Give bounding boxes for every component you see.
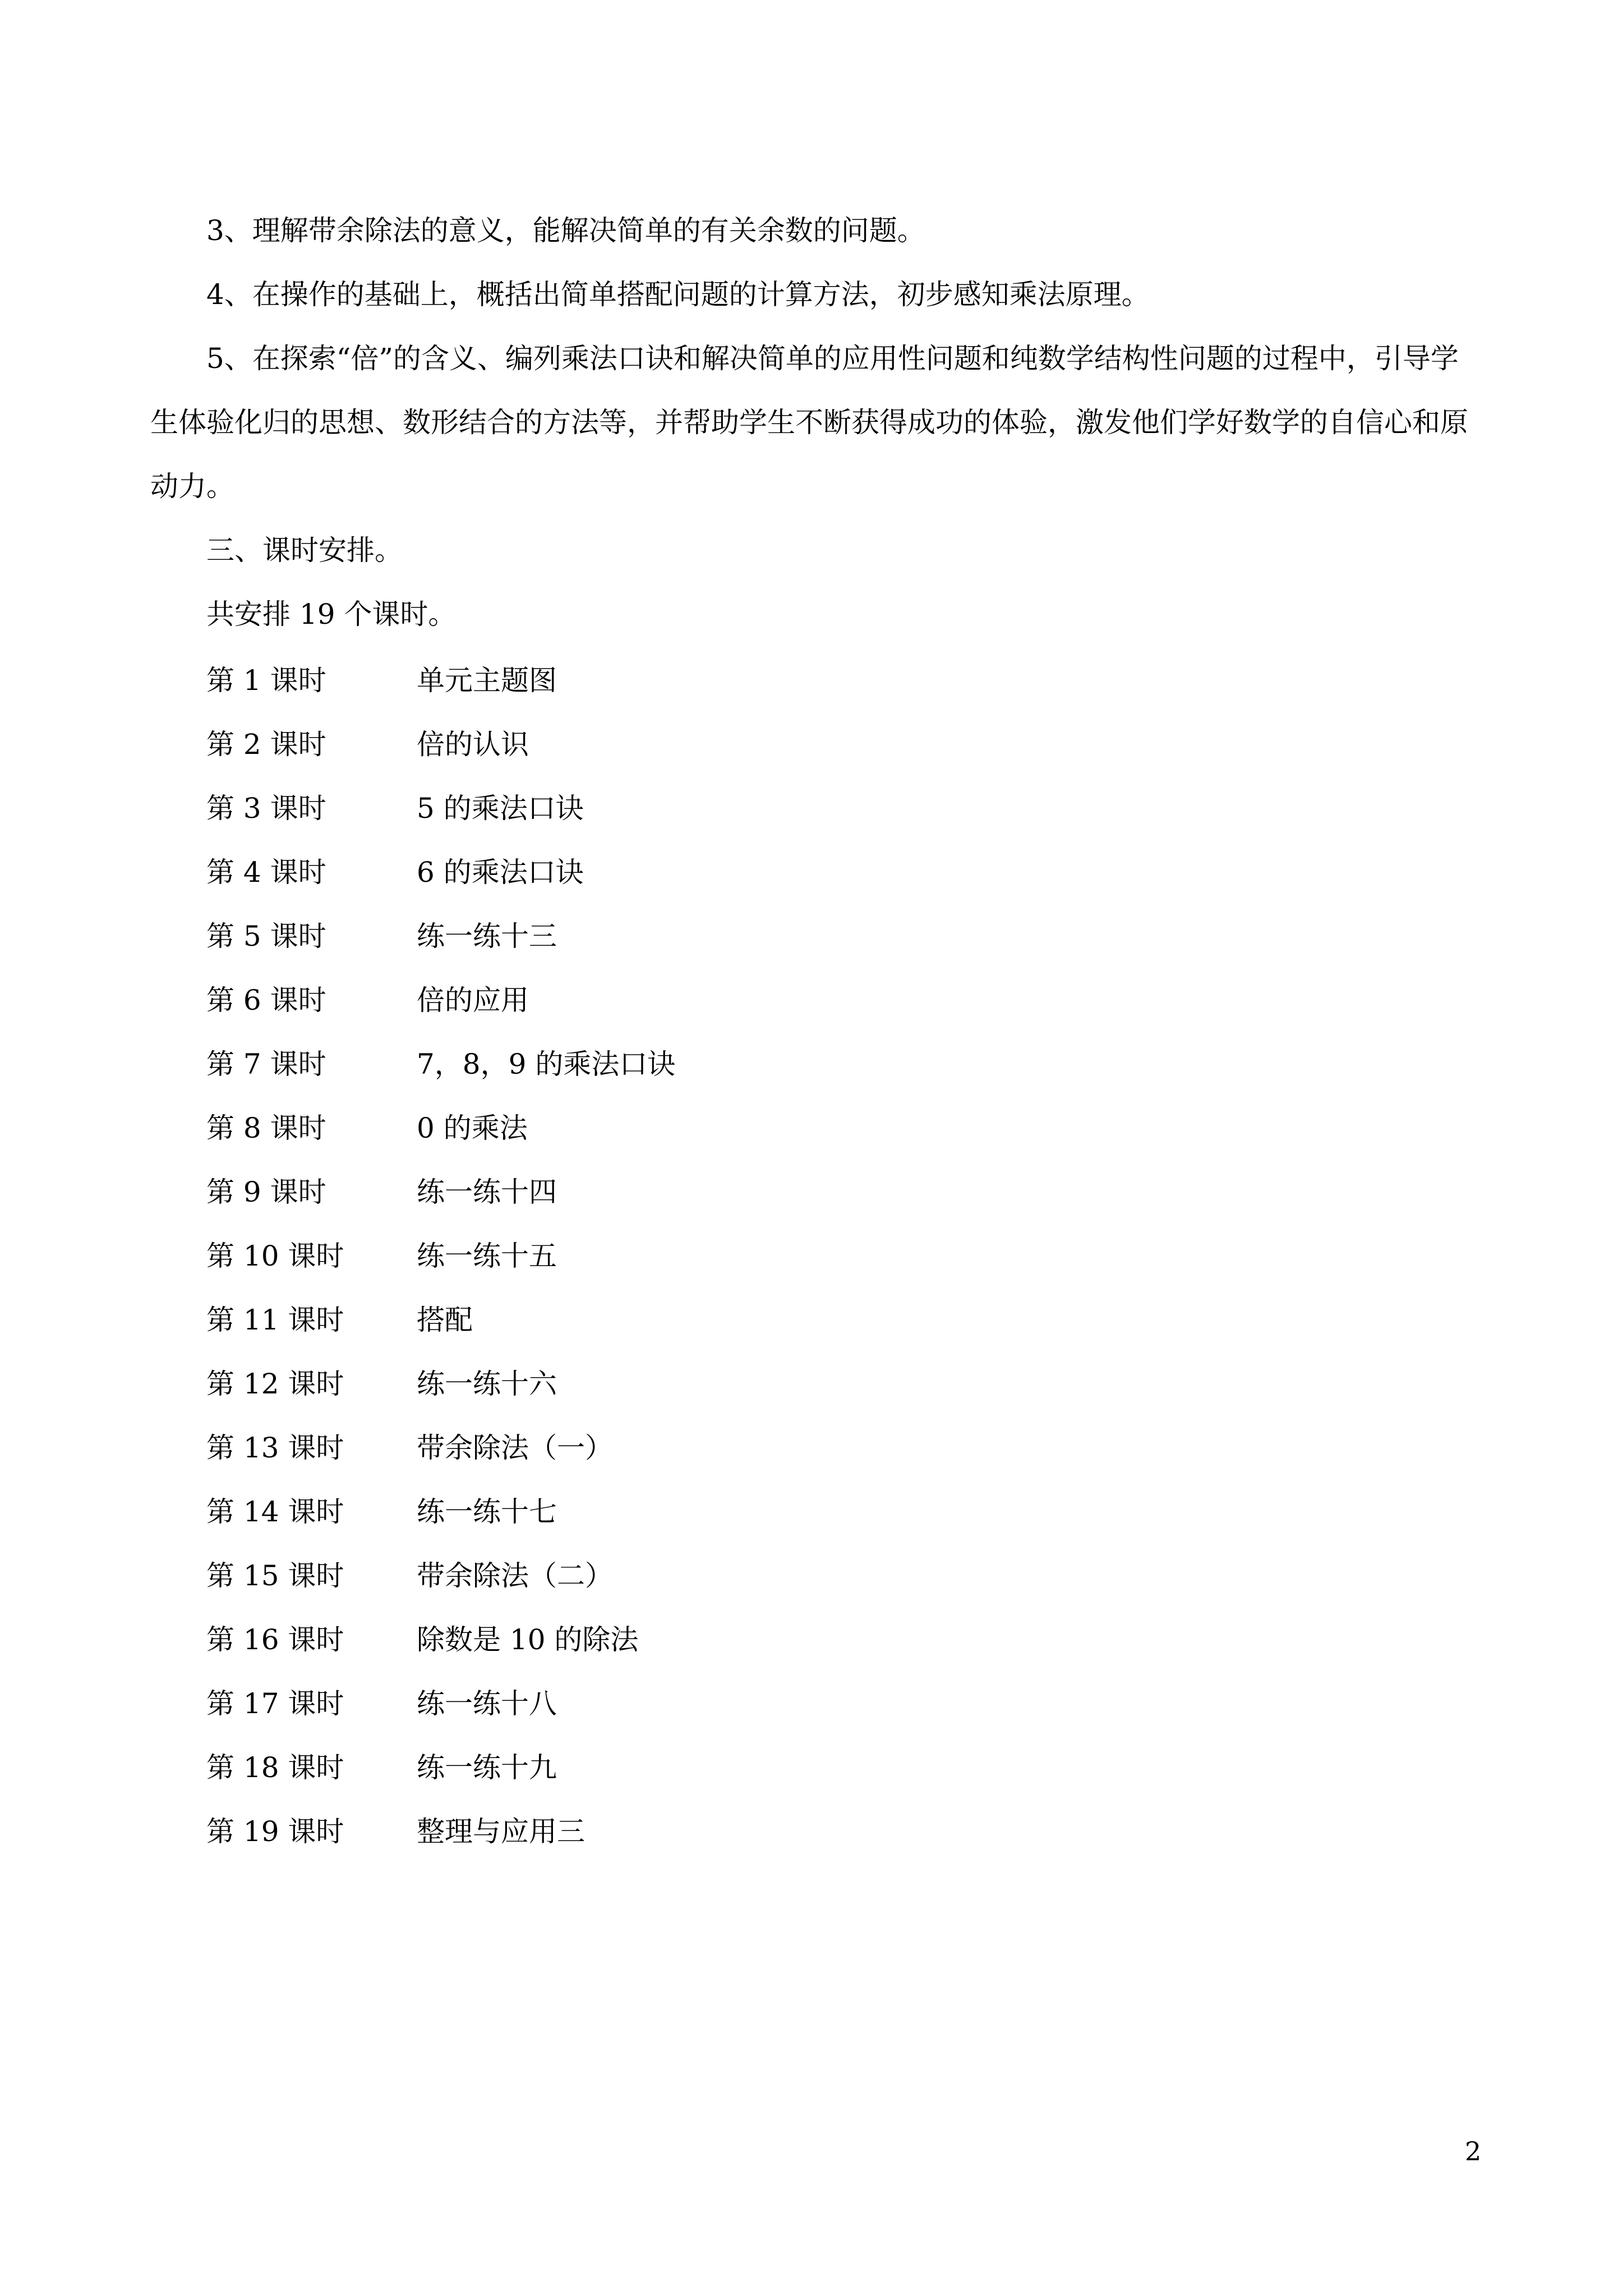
lesson-number: 第 1 课时 (206, 664, 326, 697)
lesson-topic: 练一练十六 (417, 1368, 557, 1400)
lesson-number: 第 18 课时 (206, 1751, 344, 1784)
objective-5: 5、在探索“倍”的含义、编列乘法口诀和解决简单的应用性问题和纯数学结构性问题的过程中，引导学生体验化归的思想、数形结合的方法等，并帮助学生不断获得成功的体验，激发他们学好数学的自信心和原动力。 (150, 342, 1468, 503)
lesson-topic: 带余除法（二） (417, 1559, 613, 1592)
schedule-row (206, 646, 675, 710)
lesson-number: 第 9 课时 (206, 1176, 326, 1208)
schedule-row (206, 1797, 675, 1861)
schedule-row (206, 1478, 675, 1542)
section-heading: 三、课时安排。 (206, 534, 403, 567)
lesson-topic: 6 的乘法口诀 (417, 856, 584, 889)
lesson-number: 第 5 课时 (206, 920, 326, 953)
lesson-number: 第 11 课时 (206, 1304, 344, 1336)
lesson-number: 第 15 课时 (206, 1559, 344, 1592)
lesson-topic: 倍的应用 (417, 984, 529, 1016)
lesson-number: 第 4 课时 (206, 856, 326, 889)
lesson-topic: 单元主题图 (417, 664, 557, 697)
lesson-number: 第 19 课时 (206, 1815, 344, 1848)
schedule-row (206, 1030, 675, 1094)
schedule-row (206, 1094, 675, 1158)
lesson-topic: 搭配 (417, 1304, 473, 1336)
lesson-number: 第 14 课时 (206, 1496, 344, 1528)
lesson-topic: 除数是 10 的除法 (417, 1623, 639, 1656)
schedule-row (206, 1542, 675, 1605)
schedule-row (206, 902, 675, 966)
lesson-topic: 练一练十八 (417, 1687, 557, 1720)
lesson-number: 第 2 课时 (206, 728, 326, 761)
schedule-row (206, 838, 675, 902)
schedule-row (206, 1669, 675, 1733)
lesson-topic: 练一练十九 (417, 1751, 557, 1784)
schedule-row (206, 1414, 675, 1478)
schedule-row (206, 966, 675, 1030)
schedule-row (206, 1605, 675, 1669)
lesson-topic: 整理与应用三 (417, 1815, 585, 1848)
lesson-schedule (206, 646, 675, 1861)
schedule-row (206, 774, 675, 838)
lesson-number: 第 3 课时 (206, 792, 326, 825)
schedule-row (206, 1286, 675, 1350)
lesson-topic: 练一练十四 (417, 1176, 557, 1208)
lesson-number: 第 17 课时 (206, 1687, 344, 1720)
lesson-topic: 练一练十三 (417, 920, 557, 953)
lesson-number: 第 16 课时 (206, 1623, 344, 1656)
lesson-number: 第 6 课时 (206, 984, 326, 1016)
page-number: 2 (1465, 2136, 1482, 2166)
total-lessons: 共安排 19 个课时。 (206, 598, 457, 631)
objective-3: 3、理解带余除法的意义，能解决简单的有关余数的问题。 (206, 214, 925, 247)
lesson-topic: 0 的乘法 (417, 1112, 528, 1144)
objective-4: 4、在操作的基础上，概括出简单搭配问题的计算方法，初步感知乘法原理。 (206, 278, 1150, 311)
lesson-number: 第 10 课时 (206, 1240, 344, 1272)
lesson-number: 第 8 课时 (206, 1112, 326, 1144)
schedule-row (206, 1158, 675, 1222)
schedule-row (206, 1350, 675, 1414)
lesson-topic: 练一练十七 (417, 1496, 557, 1528)
schedule-row (206, 1222, 675, 1286)
lesson-topic: 5 的乘法口诀 (417, 792, 584, 825)
lesson-topic: 带余除法（一） (417, 1432, 613, 1464)
schedule-row (206, 1733, 675, 1797)
schedule-row (206, 710, 675, 774)
lesson-topic: 练一练十五 (417, 1240, 557, 1272)
lesson-number: 第 13 课时 (206, 1432, 344, 1464)
lesson-number: 第 12 课时 (206, 1368, 344, 1400)
lesson-topic: 倍的认识 (417, 728, 529, 761)
lesson-topic: 7，8，9 的乘法口诀 (417, 1048, 676, 1080)
lesson-number: 第 7 课时 (206, 1048, 326, 1080)
